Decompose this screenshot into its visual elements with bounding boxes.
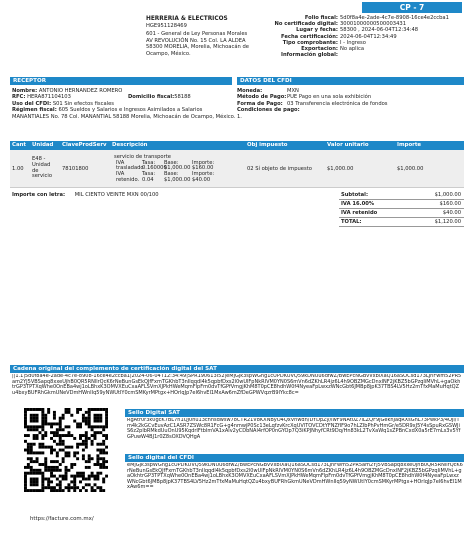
receptor-uso-label: Uso del CFDI:	[12, 100, 52, 107]
cfdi-metodo-label: Método de Pago:	[237, 94, 287, 101]
issuer-name: HERRERIA & ELECTRICOS	[146, 16, 228, 22]
fiscal-value: I - Ingreso	[340, 39, 366, 46]
cfdi-moneda-label: Moneda:	[237, 88, 263, 94]
receptor-rfc: HERA871104103	[27, 94, 71, 101]
issuer-block	[146, 16, 262, 58]
tax1-importe: Importe: $160.00	[192, 159, 215, 172]
table-row	[10, 150, 464, 188]
total-value: $1,120.00	[434, 219, 461, 225]
total-label: TOTAL:	[341, 219, 362, 225]
cfdi-metodo: PUE Pago en una sola exhibición	[287, 94, 372, 101]
cfdi-moneda: MXN	[287, 88, 299, 94]
fiscal-label: Fecha certificación:	[281, 33, 338, 40]
total-row	[339, 200, 464, 209]
receptor-block	[12, 88, 244, 120]
fiscal-data	[258, 15, 464, 58]
row-descripcion: servicio de transporte	[114, 153, 171, 160]
receptor-rfc-label: RFC:	[12, 94, 26, 101]
issuer-address-1: AV REVOLUCIÓN No. 15 Col. LA ALDEA	[146, 37, 246, 44]
sello-cfdi-header: Sello digital del CFDI	[125, 454, 464, 462]
fiscal-value: 58300 , 2024-06-04T12:34:48	[340, 27, 419, 34]
fiscal-value: 5d0f8a4e-2ade-4c7e-8908-16ce4e2ccba1	[340, 15, 449, 21]
col-cant: Cant	[12, 142, 27, 148]
receptor-header: RECEPTOR	[10, 77, 232, 85]
issuer-address-2: 58300 MORELIA, Morelia, Michoacán de	[146, 44, 249, 51]
total-value: $40.00	[442, 210, 461, 216]
logo-area	[10, 4, 130, 64]
tax1-base: Base: $1,000.00	[164, 159, 191, 172]
row-cant: 1.00	[12, 165, 24, 172]
importe-letra	[12, 192, 159, 198]
tax2-base: Base: $1,000.00	[164, 171, 191, 183]
issuer-regimen: 601 - General de Ley Personas Morales	[146, 31, 248, 38]
sello-cfdi-text: eMjGjk3spWGng1cUPDKUVQ59kDNUu6dfwZ/BwEPcNGBvVxblXaQ16aSOCsd173LJnFwm52PR5am2YJ5VBSapq8xxeUjhB0QR5RNllrQcK6rNeBunGsEkQJfFxmTGKhbT3nIlqqdl4k5qpbfDxs2l0wUlFpNkRIVM0YN0S6mVn6dZKhLR4jz6L4h9OBZMGcDnxlNF2jKBZ5bGPzqIiMVhL+gaOkhtrGP3TPTXqWhe0OnEBa4wj1oLBhxK3OMVXEuCxaAFLSVmXJPkHWeMqmFlpFm0dvTfGPfVmgjKhM8T0pCE8hdhW0f4NyeaFpLwxzWNcGbt6JMBp8jpK37TBS4LV5Hz2mTfxMaMuHqtQZu4bxyBUFRhGkmUNeVDmHWnIIq59yNWUtIY0cmSMKyrMPtgx+HOrlqJp7eI6hvEI1MxAw6m==	[127, 463, 463, 490]
row-obj: 02 Sí objeto de impuesto	[247, 165, 312, 172]
fiscal-label: Tipo comprobante:	[282, 39, 338, 46]
issuer-rfc: HGE951128469	[146, 22, 187, 29]
fiscal-label: Información global:	[281, 52, 338, 59]
receptor-regimen: 605 Sueldos y Salarios e Ingresos Asimilados a Salarios	[58, 107, 203, 114]
qr-code-image	[24, 408, 108, 492]
receptor-uso: S01 Sin efectos fiscales	[52, 100, 114, 107]
cfdi-forma-label: Forma de Pago:	[237, 100, 283, 107]
col-unidad: Unidad	[32, 142, 54, 148]
tax1-type: IVA trasladado	[116, 159, 144, 172]
receptor-nombre: ANTONIO HERNANDEZ ROMERO	[38, 88, 123, 94]
col-importe: Importe	[397, 142, 422, 148]
fiscal-label: Exportacion:	[301, 46, 338, 53]
fiscal-value: 30001000000500003431	[340, 21, 407, 28]
row-descripcion-cell	[110, 150, 245, 187]
importe-letra-label: Importe con letra:	[12, 192, 66, 198]
importe-letra-value: MIL CIENTO VEINTE MXN 00/100	[74, 192, 159, 198]
col-valor: Valor unitario	[327, 142, 369, 148]
total-row	[339, 218, 464, 227]
fiscal-value	[340, 52, 464, 58]
receptor-domicilio: 58188	[174, 94, 191, 101]
qr-code	[24, 408, 108, 492]
cadena-text: ||1.1|5d0f8a4e-2ade-4c7e-8908-16ce4e2ccba1|2024-06-04T12:34:49|SPR190613I52|eMjGjk3spWGng1cUPDKUVQ59kDNUu6dfwZ/BwEPcNGBvVxblXaQ16aSOCsd173LJnFwm52PR5am2YJ5VBSapq8xxeUjhB0QR5RNllrQcK6rNeBunGsEkQJfFxmTGKhbT3nIlqqdl4k5qpbfDxs2l0wUlFpNkRIVM0YN0S6mVn6dZKhLR4jz6L4h9OBZMGcDnxlNF2jKBZ5bGPzqIiMVhL+gaOkhtrGP3TPTXqWhe0OnEBa4wj1oLBhxK3OMVXEuCxaAFLSVmXJPkHWeMqmFlpFm0dvTfGPfVmgjKhM8T0pCE8hdhW0f4NyeaFpLwxzWNcGbt6JMBp8jpK37TBS4LV5Hz2mTfxMaMuHqtQZu4bxyBUFRhGkmUNeVDmHWnIIq59yNWUtIY0cmSMKyrMPtgx+HOrlqJp7eI6hvEI1MxAw6mZfDeGPWVqzrB9lYkc8c=	[12, 374, 462, 396]
sello-sat-header: Sello Digital SAT	[125, 409, 464, 417]
receptor-regimen-label: Régimen fiscal:	[12, 107, 57, 114]
sello-sat-text: RgAtr0r3k0gcK7BL7n1QJ0hu13cnhsdwsw78CTR21V8KXNByO4QxVhwdn/DYDpZy/lwF9NAt0Z7iLZQF9jGeknJaqRXsGnL73PwkP3/4OJl/Tm4k2kGCvEuvAzC1ASR7ZSWc8R1FcG+g4nmwjP0Sc13eLqfzvKrcXqUVlTOVCDtYFNZfIF9o7hLZIbPhPvHmGr/e5DR9xJ5Y4sSpuRxGSWJiS6z2plbRMkdUuOnU95KqdrIFtbImVA1xAlv2yCDbNAl4rfOP0nGYOp7Q3iKPJNhyfCRt9Dq/Hn83kL2TvXaWq1sZPBnCxdX0a5rE7mLs3v5YfGPuwW4BJ1r0Z8sOXDVQHgA	[127, 418, 461, 440]
cfdi-header: DATOS DEL CFDI	[237, 77, 464, 85]
row-valor: $1,000.00	[327, 165, 354, 172]
total-label: Subtotal:	[341, 192, 369, 198]
row-unidad: E48 - Unidad de servicio	[32, 156, 53, 180]
total-row	[339, 191, 464, 200]
total-label: IVA retenido	[341, 210, 378, 216]
fiscal-value: No aplica	[340, 46, 365, 53]
tax2-importe: Importe: $40.00	[192, 171, 215, 183]
cfdi-block	[237, 88, 464, 114]
col-clave: ClaveProdServ	[62, 142, 107, 148]
total-value: $1,000.00	[434, 192, 461, 198]
total-row	[339, 209, 464, 218]
fiscal-value: 2024-06-04T12:34:49	[340, 33, 397, 40]
concepts-table	[10, 141, 464, 188]
fiscal-label: Folio fiscal:	[304, 15, 338, 21]
cadena-header: Cadena original del complemento de certificación digital del SAT	[10, 365, 464, 373]
receptor-nombre-label: Nombre:	[12, 88, 38, 94]
row-taxes	[112, 161, 243, 183]
document-badge: CP - 7	[362, 2, 462, 13]
footer-url[interactable]: https://facture.com.mx/	[30, 516, 94, 522]
receptor-domicilio-label: Domicilio fiscal:	[128, 94, 175, 101]
col-obj: Obj impuesto	[247, 142, 288, 148]
cfdi-forma: 03 Transferencia electrónica de fondos	[287, 100, 388, 107]
tax1-rate: Tasa: 0.160000	[142, 159, 167, 172]
row-clave: 78101800	[62, 165, 89, 172]
fiscal-label: No certificado digital:	[274, 21, 338, 28]
total-value: $160.00	[439, 201, 461, 207]
table-header	[10, 141, 464, 150]
fiscal-row	[258, 52, 464, 58]
receptor-direccion: MANANTIALES No. 78 Col. MANANTIAL 58188 Morelia, Michoacán de Ocampo, México. 1.	[12, 113, 242, 120]
cfdi-condiciones-label: Condiciones de pago:	[237, 107, 300, 114]
tax2-type: IVA retenido.	[116, 171, 140, 183]
tax2-rate: Tasa: 0.04	[142, 171, 156, 183]
col-descripcion: Descripción	[112, 142, 148, 148]
row-importe: $1,000.00	[397, 165, 424, 172]
totals-box	[339, 191, 464, 227]
fiscal-label: Lugar y fecha:	[296, 27, 338, 34]
issuer-address-3: Ocampo, México.	[146, 50, 191, 57]
total-label: IVA 16.00%	[341, 201, 375, 207]
